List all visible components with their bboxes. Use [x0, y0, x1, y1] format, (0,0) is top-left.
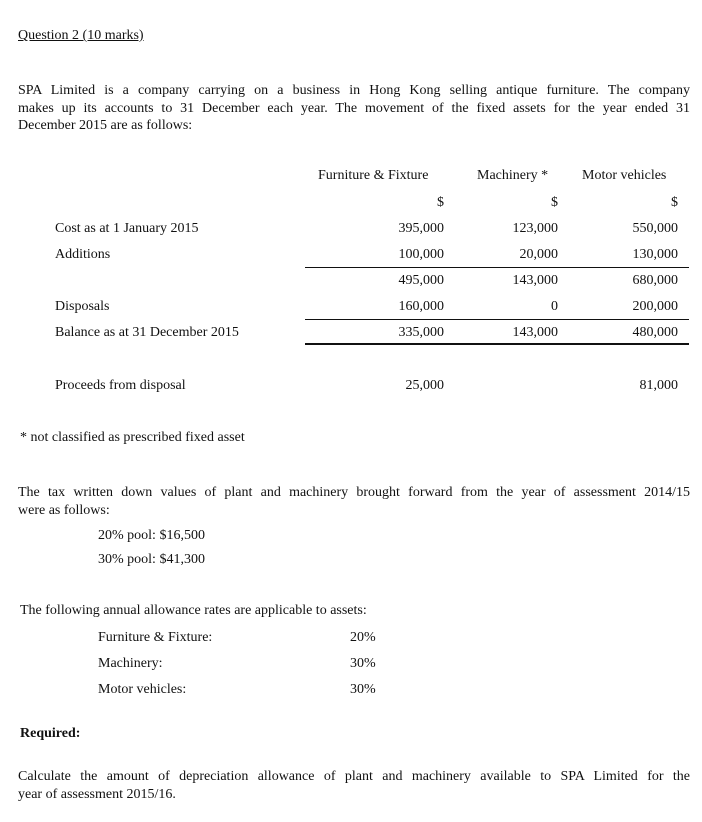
currency-motor: $ — [671, 195, 678, 210]
allowance-intro: The following annual allowance rates are applicable to assets: — [20, 603, 367, 618]
cell-furniture-proceeds: 25,000 — [405, 378, 444, 393]
twdv-line: were as follows: — [18, 502, 110, 518]
cell-furniture-subtotal: 495,000 — [398, 273, 444, 288]
row-label-cost: Cost as at 1 January 2015 — [55, 221, 199, 236]
question-title: Question 2 (10 marks) — [18, 28, 144, 43]
intro-paragraph — [18, 82, 690, 135]
cell-motor-additions: 130,000 — [632, 247, 678, 262]
currency-furniture: $ — [437, 195, 444, 210]
cell-furniture-cost: 395,000 — [398, 221, 444, 236]
rate-value-machinery: 30% — [350, 656, 376, 671]
rate-asset-furniture: Furniture & Fixture: — [98, 630, 213, 645]
twdv-line: The tax written down values of plant and machinery brought forward from the year of assessment 2014/15 — [18, 485, 690, 500]
header-motor: Motor vehicles — [582, 168, 667, 183]
cell-machinery-subtotal: 143,000 — [512, 273, 558, 288]
footnote: * not classified as prescribed fixed asset — [20, 430, 245, 445]
cell-motor-subtotal: 680,000 — [632, 273, 678, 288]
required-paragraph — [18, 768, 690, 803]
required-label: Required: — [20, 726, 81, 741]
twdv-paragraph — [18, 484, 690, 519]
row-label-proceeds: Proceeds from disposal — [55, 378, 186, 393]
required-line: Calculate the amount of depreciation allowance of plant and machinery available to SPA Limited for the — [18, 769, 690, 784]
required-line: year of assessment 2015/16. — [18, 786, 176, 802]
balance-rule — [305, 319, 689, 320]
cell-machinery-cost: 123,000 — [512, 221, 558, 236]
cell-furniture-balance: 335,000 — [398, 325, 444, 340]
rate-value-furniture: 20% — [350, 630, 376, 645]
intro-line: makes up its accounts to 31 December each year. The movement of the fixed assets for the year ended 31 — [18, 100, 690, 116]
cell-furniture-additions: 100,000 — [398, 247, 444, 262]
cell-machinery-disposals: 0 — [551, 299, 558, 314]
subtotal-rule — [305, 267, 689, 268]
cell-machinery-balance: 143,000 — [512, 325, 558, 340]
currency-machinery: $ — [551, 195, 558, 210]
header-machinery: Machinery * — [477, 168, 549, 183]
intro-line: SPA Limited is a company carrying on a business in Hong Kong selling antique furniture. The company — [18, 83, 690, 98]
pool-20: 20% pool: $16,500 — [98, 528, 205, 543]
rate-value-motor: 30% — [350, 682, 376, 697]
row-label-disposals: Disposals — [55, 299, 110, 314]
cell-motor-disposals: 200,000 — [632, 299, 678, 314]
row-label-additions: Additions — [55, 247, 111, 262]
cell-motor-proceeds: 81,000 — [639, 378, 678, 393]
intro-line: December 2015 are as follows: — [18, 118, 193, 133]
cell-machinery-additions: 20,000 — [519, 247, 558, 262]
pool-30: 30% pool: $41,300 — [98, 552, 205, 567]
total-rule — [305, 343, 689, 345]
rate-asset-motor: Motor vehicles: — [98, 682, 187, 697]
header-furniture: Furniture & Fixture — [318, 168, 429, 183]
cell-furniture-disposals: 160,000 — [398, 299, 444, 314]
cell-motor-cost: 550,000 — [632, 221, 678, 236]
cell-motor-balance: 480,000 — [632, 325, 678, 340]
row-label-balance: Balance as at 31 December 2015 — [55, 325, 239, 340]
rate-asset-machinery: Machinery: — [98, 656, 163, 671]
